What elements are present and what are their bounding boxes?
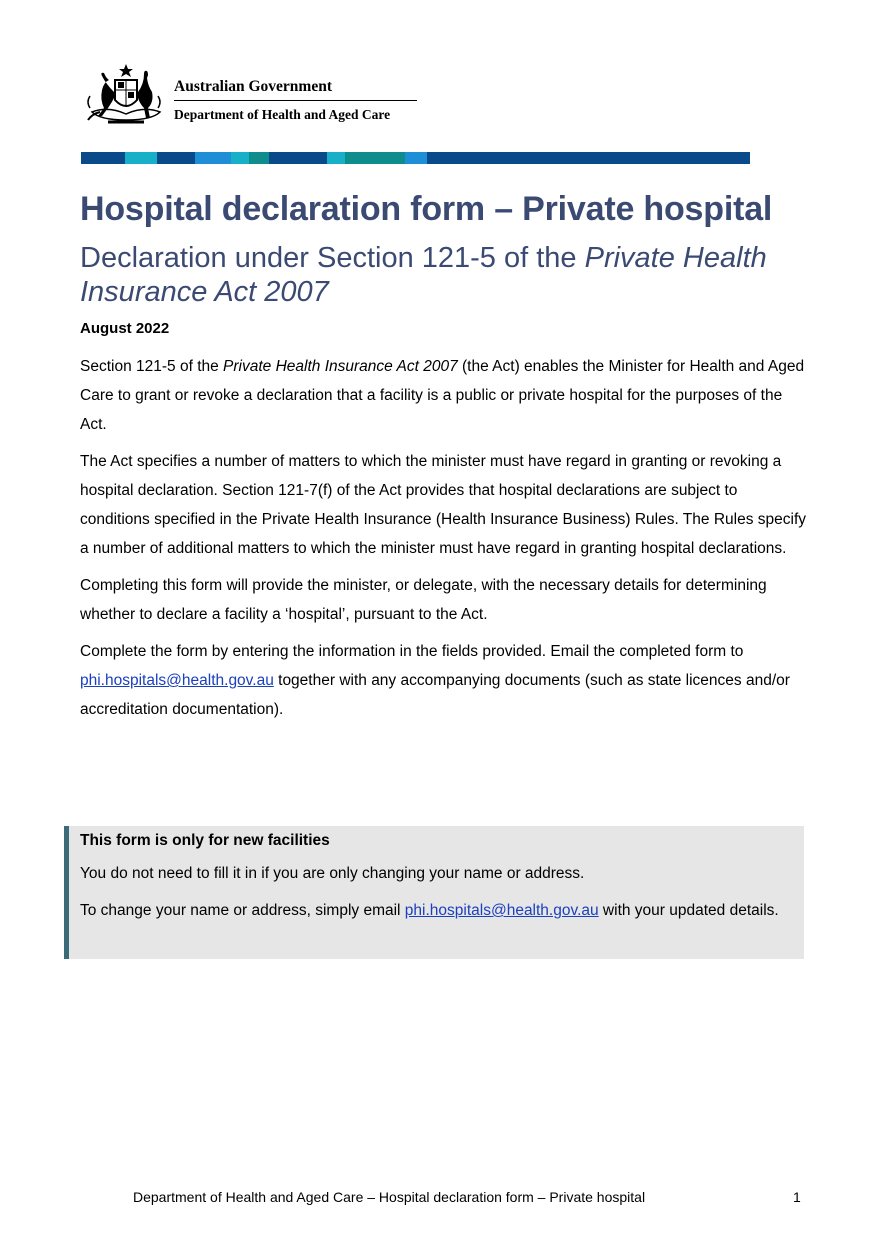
subtitle-text: Declaration under Section 121-5 of the	[80, 242, 585, 274]
callout-title: This form is only for new facilities	[80, 832, 330, 849]
paragraph-text: Section 121-5 of the	[80, 358, 224, 375]
callout-box	[64, 826, 804, 959]
publication-date: August 2022	[80, 320, 170, 337]
color-bar-segment	[327, 152, 345, 164]
color-bar-segment	[195, 152, 231, 164]
callout-text-part: with your updated details.	[598, 902, 779, 919]
paragraph	[80, 352, 810, 439]
government-name: Australian Government	[174, 78, 333, 95]
government-logo	[82, 62, 422, 130]
header-color-bar	[81, 152, 750, 164]
subtitle-act-name: Private Health Insurance Act 2007	[80, 242, 767, 308]
paragraph-text: (the Act) enables the Minister for Health and Aged Care to grant or revoke a declaration that a facility is a public or private hospital for the purposes of the Act.	[80, 358, 805, 433]
logo-divider	[174, 100, 417, 101]
color-bar-segment	[125, 152, 157, 164]
paragraph: The Act specifies a number of matters to which the minister must have regard in granting or revoking a hospital declaration. Section 121-7(f) of the Act provides that hospital declarations are subject to conditions specified in the Private Health Insurance (Health Insurance Business) Rules. The Rules specify a number of additional matters to which the minister must have regard in granting hospital declarations.	[80, 453, 807, 557]
color-bar-segment	[231, 152, 249, 164]
color-bar-segment	[249, 152, 269, 164]
color-bar-segment	[157, 152, 195, 164]
color-bar-segment	[269, 152, 327, 164]
page-number: 1	[793, 1189, 801, 1205]
paragraph-text: together with any accompanying documents (such as state licences and/or accreditation documentation).	[80, 672, 790, 718]
callout-text: You do not need to fill it in if you are only changing your name or address.	[80, 865, 585, 882]
callout-text-part: To change your name or address, simply email	[80, 902, 405, 919]
color-bar-segment	[81, 152, 125, 164]
intro-body	[80, 352, 810, 732]
coat-of-arms-icon	[82, 62, 164, 128]
email-link[interactable]: phi.hospitals@health.gov.au	[404, 902, 599, 919]
footer-text: Department of Health and Aged Care – Hospital declaration form – Private hospital	[133, 1189, 646, 1205]
color-bar-segment	[405, 152, 427, 164]
paragraph: Completing this form will provide the minister, or delegate, with the necessary details for determining whether to declare a facility a ‘hospital’, pursuant to the Act.	[80, 577, 767, 623]
page-title: Hospital declaration form – Private hospital	[80, 190, 773, 228]
paragraph	[80, 637, 810, 724]
email-link[interactable]: phi.hospitals@health.gov.au	[80, 672, 274, 689]
paragraph-text: Complete the form by entering the information in the fields provided. Email the completed form to	[80, 643, 744, 660]
callout-text	[80, 896, 795, 925]
color-bar-segment	[345, 152, 405, 164]
page-subtitle	[80, 241, 800, 309]
act-name: Private Health Insurance Act 2007	[223, 358, 458, 375]
department-name: Department of Health and Aged Care	[174, 107, 391, 122]
color-bar-segment	[427, 152, 750, 164]
